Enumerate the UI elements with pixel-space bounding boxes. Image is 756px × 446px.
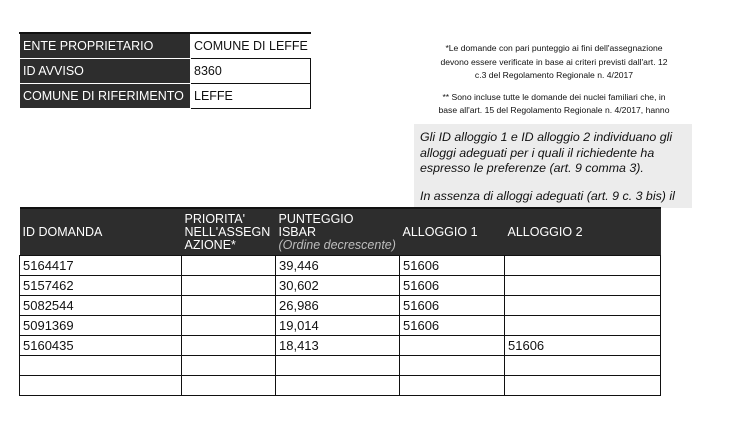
info-value: LEFFE	[191, 84, 311, 109]
cell-id	[20, 356, 182, 376]
info-label: ID AVVISO	[20, 59, 191, 84]
info-label: COMUNE DI RIFERIMENTO	[20, 84, 191, 109]
header-priorita: PRIORITA' NELL'ASSEGN AZIONE*	[182, 208, 276, 256]
cell-id: 5157462	[20, 276, 182, 296]
note-line: devono essere verificate in base ai criteri previsti dall'art. 12	[440, 56, 668, 67]
note-1	[416, 42, 692, 83]
cell-priority	[182, 316, 276, 336]
header-id-domanda: ID DOMANDA	[20, 208, 182, 256]
cell-score	[276, 376, 400, 396]
cell-score: 19,014	[276, 316, 400, 336]
cell-id	[20, 376, 182, 396]
cell-id: 5160435	[20, 336, 182, 356]
cell-id: 5091369	[20, 316, 182, 336]
header-alloggio-2: ALLOGGIO 2	[505, 208, 661, 256]
note-2	[416, 91, 692, 118]
cell-alloggio-2	[505, 276, 661, 296]
info-value: 8360	[191, 59, 311, 84]
cell-priority	[182, 256, 276, 276]
header-punteggio	[276, 208, 400, 256]
info-table	[19, 32, 311, 109]
cell-alloggio-1: 51606	[400, 296, 505, 316]
cell-alloggio-1	[400, 376, 505, 396]
cell-priority	[182, 376, 276, 396]
explanation-paragraph: Gli ID alloggio 1 e ID alloggio 2 individuano gli alloggi adeguati per i quali il richiedente ha espresso le preferenze (art. 9 comma 3).	[420, 130, 673, 175]
cell-priority	[182, 276, 276, 296]
cell-priority	[182, 296, 276, 316]
table-row	[20, 356, 661, 376]
cell-priority	[182, 336, 276, 356]
cell-alloggio-2	[505, 256, 661, 276]
cell-score: 30,602	[276, 276, 400, 296]
cell-alloggio-2: 51606	[505, 336, 661, 356]
cell-alloggio-1	[400, 336, 505, 356]
table-row	[20, 276, 661, 296]
cell-score: 18,413	[276, 336, 400, 356]
info-row	[20, 33, 311, 59]
cell-id: 5164417	[20, 256, 182, 276]
explanation-paragraph: In assenza di alloggi adeguati (art. 9 c. 3 bis) il	[420, 188, 675, 203]
header-punteggio-label: PUNTEGGIO ISBAR	[278, 211, 354, 239]
cell-priority	[182, 356, 276, 376]
header-alloggio-1: ALLOGGIO 1	[400, 208, 505, 256]
table-row	[20, 336, 661, 356]
info-label: ENTE PROPRIETARIO	[20, 33, 191, 59]
explanation-box	[414, 124, 692, 208]
table-header-row	[20, 208, 661, 256]
table-row	[20, 256, 661, 276]
cell-alloggio-1: 51606	[400, 316, 505, 336]
cell-alloggio-1: 51606	[400, 276, 505, 296]
cell-alloggio-2	[505, 356, 661, 376]
table-row	[20, 316, 661, 336]
note-line: *Le domande con pari punteggio ai fini dell'assegnazione	[445, 43, 663, 53]
info-value: COMUNE DI LEFFE	[191, 33, 311, 59]
cell-alloggio-1: 51606	[400, 256, 505, 276]
cell-score	[276, 356, 400, 376]
note-line: ** Sono incluse tutte le domande dei nuclei familiari che, in	[442, 91, 666, 102]
cell-alloggio-1	[400, 356, 505, 376]
cell-alloggio-2	[505, 376, 661, 396]
cell-score: 26,986	[276, 296, 400, 316]
applications-table	[19, 207, 661, 396]
cell-score: 39,446	[276, 256, 400, 276]
footnotes	[416, 42, 692, 126]
info-row	[20, 59, 311, 84]
table-row	[20, 376, 661, 396]
note-line: base all'art. 15 del Regolamento Regionale n. 4/2017, hanno	[438, 105, 670, 115]
cell-alloggio-2	[505, 316, 661, 336]
header-punteggio-sub: (Ordine decrescente)	[278, 237, 396, 252]
cell-alloggio-2	[505, 296, 661, 316]
cell-id: 5082544	[20, 296, 182, 316]
info-row	[20, 84, 311, 109]
table-row	[20, 296, 661, 316]
note-line: c.3 del Regolamento Regionale n. 4/2017	[474, 70, 634, 80]
